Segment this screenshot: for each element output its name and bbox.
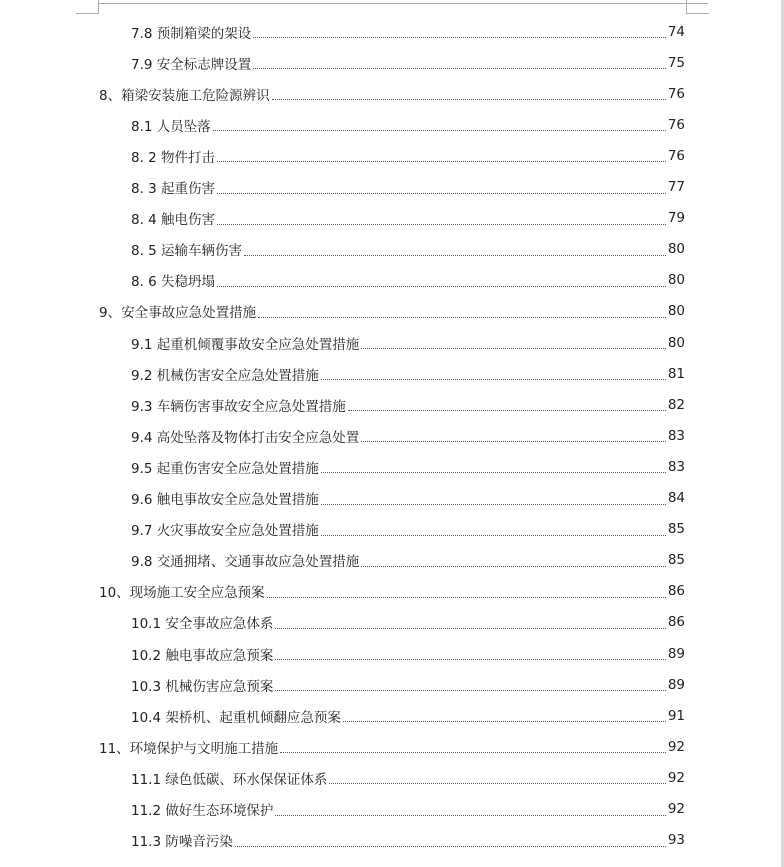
toc-entry[interactable]: [0, 358, 685, 389]
toc-entry-label: 8. 2 物件打击: [131, 149, 216, 166]
toc-entry-page-number: 92: [667, 769, 685, 786]
toc-entry-page-number: 79: [667, 210, 685, 227]
toc-entry-label: 11.1 绿色低碳、环水保保证体系: [131, 771, 328, 788]
toc-entry-page-number: 80: [667, 303, 685, 320]
toc-entry-label: 9.3 车辆伤害事故安全应急处置措施: [131, 398, 346, 415]
toc-entry-label: 8. 5 运输车辆伤害: [131, 243, 243, 260]
toc-entry[interactable]: [0, 669, 685, 700]
toc-entry-label: 11.3 防噪音污染: [131, 834, 233, 851]
toc-entry-page-number: 80: [667, 241, 685, 258]
toc-entry-page-number: 81: [667, 365, 685, 382]
toc-entry-page-number: 75: [667, 54, 685, 71]
toc-entry-page-number: 83: [667, 458, 685, 475]
toc-entry-page-number: 89: [667, 676, 685, 693]
toc-entry[interactable]: [0, 265, 685, 296]
toc-entry-page-number: 80: [667, 272, 685, 289]
toc-entry[interactable]: [0, 16, 685, 47]
toc-dot-leader: [361, 441, 666, 442]
toc-entry-page-number: 76: [667, 147, 685, 164]
toc-entry[interactable]: [0, 234, 685, 265]
toc-dot-leader: [321, 535, 666, 536]
toc-entry-label: 9.5 起重伤害安全应急处置措施: [131, 460, 319, 477]
toc-dot-leader: [253, 37, 666, 38]
toc-entry-page-number: 91: [667, 707, 685, 724]
page-corner-mark-left: [76, 0, 99, 14]
toc-dot-leader: [217, 193, 666, 194]
toc-entry-page-number: 89: [667, 645, 685, 662]
toc-entry[interactable]: [0, 109, 685, 140]
toc-dot-leader: [343, 721, 666, 722]
toc-entry-label: 8. 3 起重伤害: [131, 181, 216, 197]
toc-dot-leader: [275, 815, 665, 816]
toc-entry-page-number: 80: [667, 334, 685, 351]
toc-entry-page-number: 85: [667, 552, 685, 569]
toc-entry[interactable]: [0, 607, 685, 638]
toc-entry-label: 10.4 架桥机、起重机倾翻应急预案: [131, 709, 341, 726]
toc-entry-page-number: 92: [667, 801, 685, 817]
toc-entry-page-number: 76: [667, 85, 685, 102]
toc-dot-leader: [272, 99, 666, 100]
toc-entry[interactable]: [0, 700, 685, 731]
toc-dot-leader: [217, 161, 666, 162]
toc-entry-page-number: 74: [667, 23, 685, 40]
toc-entry-label: 8.1 人员坠落: [131, 118, 211, 135]
toc-dot-leader: [348, 410, 666, 411]
toc-entry-page-number: 86: [667, 614, 685, 631]
toc-entry-label: 7.9 安全标志牌设置: [131, 56, 252, 73]
toc-entry-page-number: 84: [667, 490, 685, 506]
toc-entry-label: 11、环境保护与文明施工措施: [99, 740, 279, 757]
toc-entry-label: 10.3 机械伤害应急预案: [131, 678, 274, 695]
toc-entry-page-number: 76: [667, 116, 685, 133]
toc-entry-label: 10.2 触电事故应急预案: [131, 647, 274, 664]
toc-entry[interactable]: [0, 203, 685, 234]
toc-entry-page-number: 82: [667, 396, 685, 413]
toc-entry-page-number: 85: [667, 521, 685, 538]
toc-dot-leader: [258, 317, 666, 318]
toc-dot-leader: [361, 348, 666, 349]
toc-entry[interactable]: [0, 794, 685, 825]
toc-dot-leader: [253, 68, 666, 69]
toc-dot-leader: [361, 566, 666, 567]
toc-entry-label: 8. 6 失稳坍塌: [131, 274, 216, 291]
toc-entry-label: 9.8 交通拥堵、交通事故应急处置措施: [131, 554, 360, 571]
toc-entry-label: 9.7 火灾事故安全应急处置措施: [131, 523, 319, 540]
toc-entry[interactable]: [0, 389, 685, 420]
toc-entry[interactable]: [0, 545, 685, 576]
toc-dot-leader: [275, 628, 665, 629]
toc-entry[interactable]: [0, 78, 685, 109]
toc-entry-label: 9、安全事故应急处置措施: [99, 305, 257, 322]
toc-dot-leader: [321, 379, 666, 380]
toc-entry[interactable]: [0, 576, 685, 607]
toc-entry[interactable]: [0, 296, 685, 327]
toc-entry-label: 10、现场施工安全应急预案: [99, 585, 265, 602]
toc-entry[interactable]: [0, 327, 685, 358]
toc-entry[interactable]: [0, 825, 685, 856]
toc-entry-label: 7.8 预制箱梁的架设: [131, 25, 252, 42]
toc-dot-leader: [235, 846, 666, 847]
toc-entry-label: 8、箱梁安装施工危险源辨识: [99, 87, 270, 104]
toc-entry-label: 10.1 安全事故应急体系: [131, 616, 274, 633]
toc-dot-leader: [329, 783, 665, 784]
toc-entry-label: 11.2 做好生态环境保护: [131, 803, 274, 819]
toc-dot-leader: [267, 597, 666, 598]
toc-entry-page-number: 86: [667, 583, 685, 600]
toc-entry[interactable]: [0, 47, 685, 78]
toc-entry-label: 9.4 高处坠落及物体打击安全应急处置: [131, 429, 360, 446]
toc-entry-page-number: 92: [667, 738, 685, 755]
toc-entry-page-number: 77: [667, 179, 685, 195]
toc-dot-leader: [244, 255, 666, 256]
toc-entry[interactable]: [0, 420, 685, 451]
toc-entry-page-number: 93: [667, 832, 685, 849]
toc-dot-leader: [280, 752, 666, 753]
page-top-border: [98, 3, 708, 4]
toc-dot-leader: [321, 504, 666, 505]
toc-entry-label: 8. 4 触电伤害: [131, 212, 216, 229]
toc-dot-leader: [321, 472, 666, 473]
toc-entry-label: 9.6 触电事故安全应急处置措施: [131, 492, 319, 508]
toc-entry-page-number: 83: [667, 427, 685, 444]
toc-entry[interactable]: [0, 638, 685, 669]
toc-dot-leader: [275, 690, 665, 691]
toc-dot-leader: [213, 130, 666, 131]
toc-entry[interactable]: [0, 140, 685, 171]
toc-entry[interactable]: [0, 514, 685, 545]
toc-entry[interactable]: [0, 172, 685, 203]
toc-entry-label: 9.2 机械伤害安全应急处置措施: [131, 367, 319, 384]
toc-dot-leader: [217, 286, 666, 287]
toc-entry[interactable]: [0, 451, 685, 482]
toc-entry[interactable]: [0, 762, 685, 793]
toc-dot-leader: [275, 659, 665, 660]
toc-entry[interactable]: [0, 731, 685, 762]
toc-entry-label: 9.1 起重机倾覆事故安全应急处置措施: [131, 336, 360, 353]
toc-entry[interactable]: [0, 483, 685, 514]
toc-dot-leader: [217, 224, 666, 225]
